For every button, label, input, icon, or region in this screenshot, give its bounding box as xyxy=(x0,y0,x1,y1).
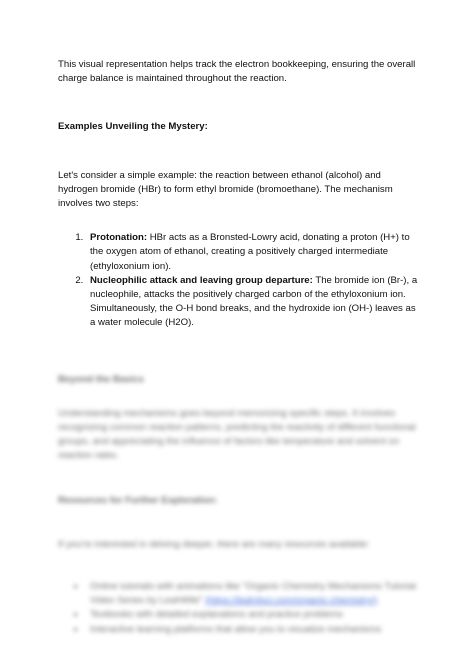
beyond-heading: Beyond the Basics xyxy=(58,373,144,385)
step-term: Nucleophilic attack and leaving group departure: xyxy=(90,274,313,286)
step-term: Protonation: xyxy=(90,232,148,244)
resource-text: Textbooks with detailed explanations and practice problems xyxy=(90,609,343,621)
step-text: HBr acts as a Bronsted-Lowry acid, donating a proton (H+) to the oxygen atom of ethanol, creating a positively charged intermediate (ethyloxonium ion). xyxy=(90,232,410,272)
resource-text: Interactive learning platforms that allow you to visualize mechanisms xyxy=(90,623,382,635)
examples-heading: Examples Unveiling the Mystery: xyxy=(58,121,208,133)
resources-heading: Resources for Further Exploration: xyxy=(58,494,218,506)
blurred-preview-section xyxy=(58,373,420,637)
example-intro-paragraph: Let's consider a simple example: the reaction between ethanol (alcohol) and hydrogen bromide (HBr) to form ethyl bromide (bromoethane). The mechanism involves two steps: xyxy=(58,169,393,210)
steps-list xyxy=(58,231,420,330)
resource-item xyxy=(86,580,420,608)
resource-link[interactable]: (https://leah4sci.com/organic-chemistry/) xyxy=(205,595,378,607)
resource-item xyxy=(86,623,420,637)
page-content xyxy=(58,58,420,637)
step-item xyxy=(86,231,420,274)
resources-list xyxy=(58,580,420,637)
resources-intro: If you're interested in delving deeper, there are many resources available: xyxy=(58,538,370,550)
step-text: The bromide ion (Br-), a nucleophile, attacks the positively charged carbon of the ethyloxonium ion. Simultaneously, the O-H bond breaks, and the hydroxide ion (OH-) leaves as a water molecule (H2O). xyxy=(90,274,418,329)
step-item xyxy=(86,274,420,331)
resource-text: Online tutorials with animations like "Organic Chemistry Mechanisms Tutorial Video Series by LeahWiki" xyxy=(90,581,416,607)
resource-item xyxy=(86,608,420,622)
intro-paragraph: This visual representation helps track the electron bookkeeping, ensuring the overall charge balance is maintained throughout the reaction. xyxy=(58,59,416,85)
beyond-paragraph: Understanding mechanisms goes beyond memorizing specific steps. It involves recognizing common reaction patterns, predicting the reactivity of different functional groups, and appreciating the influence of factors like temperature and solvent on reaction rates. xyxy=(58,407,416,462)
